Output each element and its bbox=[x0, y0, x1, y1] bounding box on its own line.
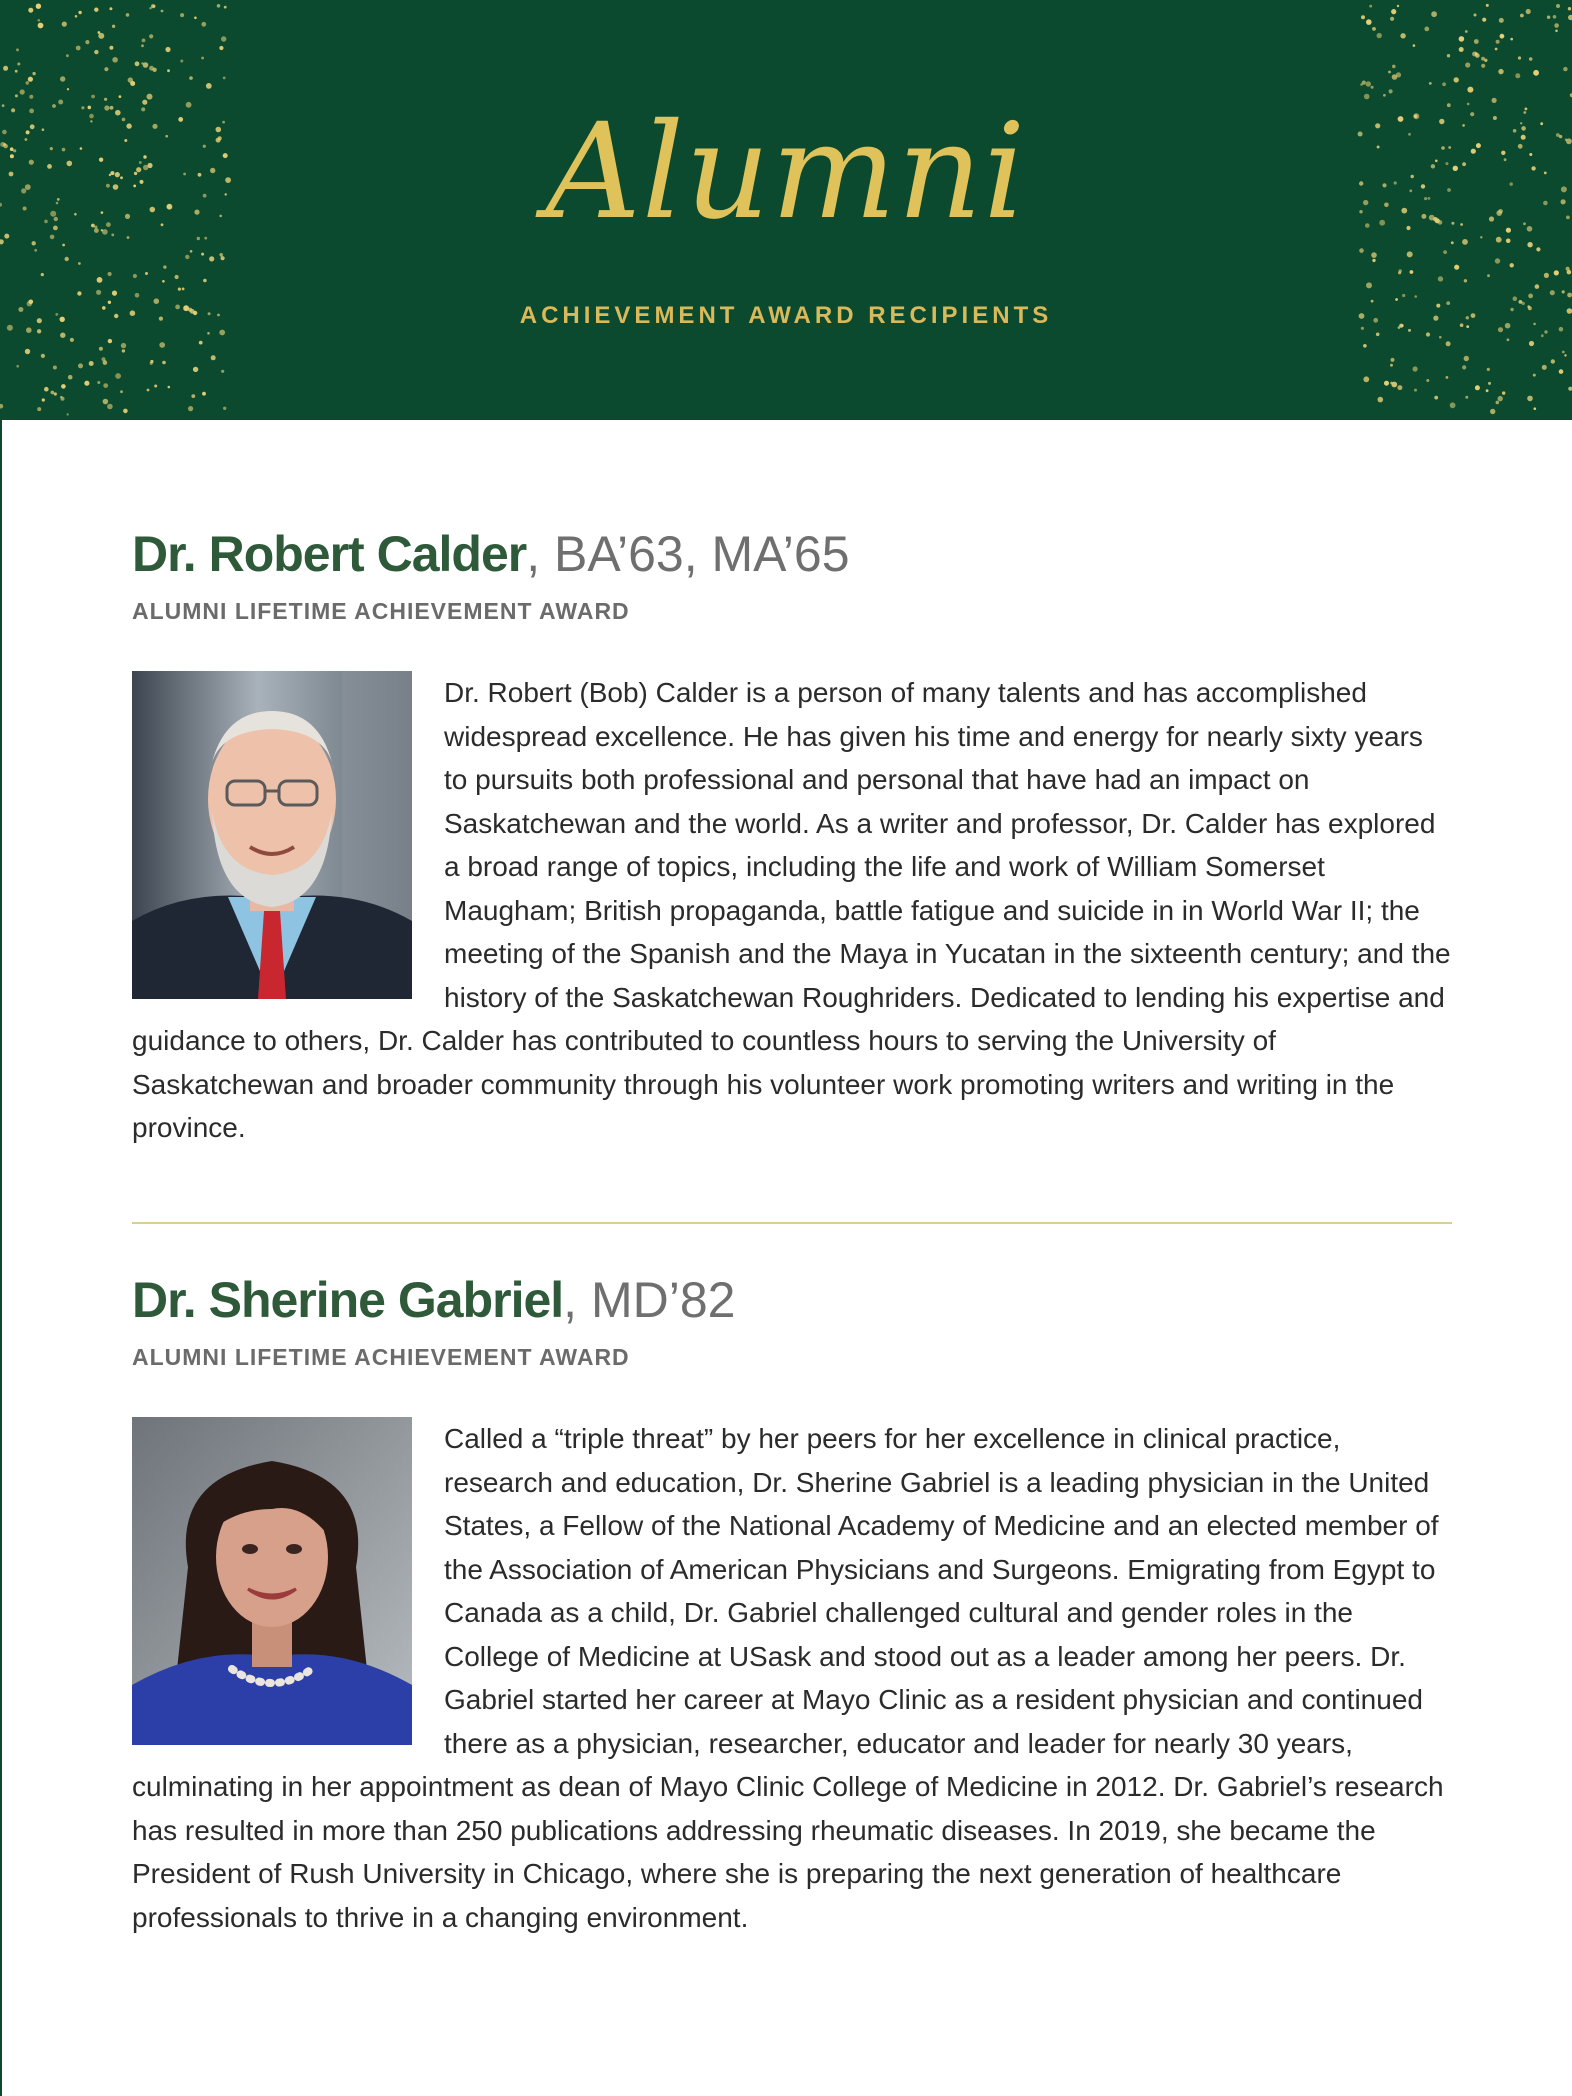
recipient-heading bbox=[132, 524, 1452, 584]
recipient-section bbox=[132, 1270, 1452, 1967]
banner-subtitle: ACHIEVEMENT AWARD RECIPIENTS bbox=[519, 302, 1053, 329]
section-divider bbox=[132, 1222, 1452, 1224]
recipient-degrees: , BA’63, MA’65 bbox=[526, 526, 850, 582]
recipient-name: Dr. Robert Calder bbox=[132, 526, 527, 582]
page-edge-line bbox=[0, 420, 2, 2096]
recipient-bio: Called a “triple threat” by her peers for her excellence in clinical practice, research and education, Dr. Sherine Gabriel is a leading physician in the United States, a Fellow of the National Academy of Medicine and an elected member of the Association of American Physicians and Surgeons. Emigrating from Egypt to Canada as a child, Dr. Gabriel challenged cultural and gender roles in the College of Medicine at USask and stood out as a leader among her peers. Dr. Gabriel started her career at Mayo Clinic as a resident physician and continued there as a physician, researcher, educator and leader for nearly 30 years, culminating in her appointment as dean of Mayo Clinic College of Medicine in 2012. Dr. Gabriel’s research has resulted in more than 250 publications addressing rheumatic diseases. In 2019, she became the President of Rush University in Chicago, where she is preparing the next generation of healthcare professionals to thrive in a changing environment. bbox=[132, 1423, 1444, 1933]
recipient-degrees: , MD’82 bbox=[563, 1272, 736, 1328]
header-banner bbox=[0, 0, 1572, 420]
recipient-section bbox=[132, 524, 1452, 1178]
recipient-name: Dr. Sherine Gabriel bbox=[132, 1272, 564, 1328]
recipient-bio: Dr. Robert (Bob) Calder is a person of many talents and has accomplished widespread excellence. He has given his time and energy for nearly sixty years to pursuits both professional and personal that have had an impact on Saskatchewan and the world. As a writer and professor, Dr. Calder has explored a broad range of topics, including the life and work of William Somerset Maugham; British propaganda, battle fatigue and suicide in in World War II; the meeting of the Spanish and the Maya in Yucatan in the sixteenth century; and the history of the Saskatchewan Roughriders. Dedicated to lending his expertise and guidance to others, Dr. Calder has contributed to countless hours to serving the University of Saskatchewan and broader community through his volunteer work promoting writers and writing in the province. bbox=[132, 677, 1451, 1143]
recipient-photo bbox=[132, 1417, 412, 1745]
recipient-heading bbox=[132, 1270, 1452, 1330]
award-title: ALUMNI LIFETIME ACHIEVEMENT AWARD bbox=[132, 598, 630, 624]
recipient-photo bbox=[132, 671, 412, 999]
banner-title: Alumni bbox=[545, 95, 1027, 249]
award-title: ALUMNI LIFETIME ACHIEVEMENT AWARD bbox=[132, 1344, 630, 1370]
